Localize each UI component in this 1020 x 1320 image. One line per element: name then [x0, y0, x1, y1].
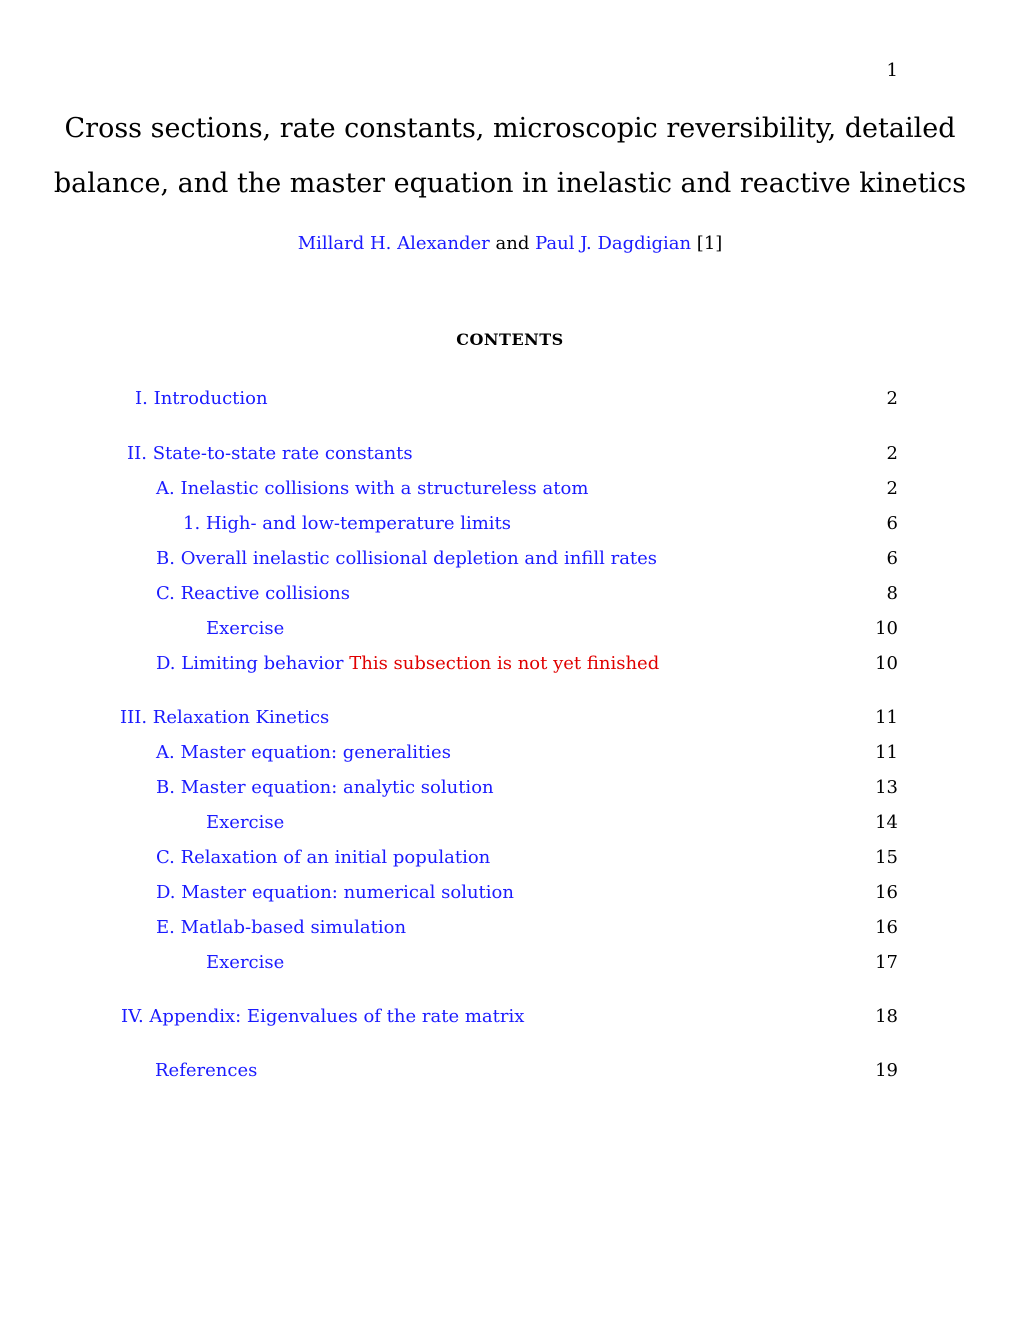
toc-entry-exercise[interactable] — [110, 952, 900, 978]
toc-label: Master equation: analytic solution — [180, 777, 494, 798]
toc-label: Overall inelastic collisional depletion and infill rates — [180, 548, 658, 569]
toc-page-number: 19 — [875, 1060, 898, 1081]
toc-page-number: 13 — [875, 777, 898, 798]
toc-number: C. — [156, 847, 175, 868]
author-link-dagdigian[interactable]: Paul J. Dagdigian — [535, 233, 692, 254]
toc-number: II. — [127, 443, 147, 464]
toc-page-number: 17 — [875, 952, 898, 973]
toc-label: Exercise — [206, 952, 285, 973]
paper-title-line-1: Cross sections, rate constants, microscopic reversibility, detailed — [64, 113, 956, 144]
toc-entry-depletion-infill[interactable] — [110, 548, 900, 574]
toc-page-number: 2 — [886, 478, 898, 499]
toc-entry-temperature-limits[interactable] — [110, 513, 900, 539]
toc-label: Exercise — [206, 618, 285, 639]
toc-label: Master equation: numerical solution — [181, 882, 514, 903]
toc-entry-exercise[interactable] — [110, 618, 900, 644]
toc-label: Master equation: generalities — [180, 742, 451, 763]
toc-number: C. — [156, 583, 175, 604]
toc-page-number: 15 — [875, 847, 898, 868]
toc-page-number: 11 — [875, 707, 898, 728]
author-conjunction: and — [495, 233, 530, 254]
toc-number: B. — [156, 777, 175, 798]
toc-entry-inelastic-collisions[interactable] — [110, 478, 900, 504]
toc-label: Relaxation Kinetics — [152, 707, 330, 728]
author-line — [0, 233, 1020, 254]
toc-label: References — [155, 1060, 258, 1081]
toc-number: I. — [135, 388, 148, 409]
toc-entry-reactive-collisions[interactable] — [110, 583, 900, 609]
contents-heading: CONTENTS — [456, 330, 564, 349]
toc-page-number: 18 — [875, 1006, 898, 1027]
toc-entry-relaxation-kinetics[interactable] — [110, 707, 900, 733]
toc-entry-exercise[interactable] — [110, 812, 900, 838]
toc-label: Inelastic collisions with a structureless atom — [180, 478, 589, 499]
toc-entry-master-analytic[interactable] — [110, 777, 900, 803]
toc-page-number: 10 — [875, 618, 898, 639]
toc-label: Introduction — [153, 388, 268, 409]
paper-title-line-2: balance, and the master equation in inelastic and reactive kinetics — [53, 168, 967, 199]
toc-page-number: 10 — [875, 653, 898, 674]
toc-number: A. — [156, 742, 175, 763]
toc-number: 1. — [183, 513, 201, 534]
toc-page-number: 2 — [886, 388, 898, 409]
page-number: 1 — [886, 60, 898, 81]
toc-number: D. — [156, 653, 176, 674]
toc-entry-appendix[interactable] — [110, 1006, 900, 1032]
toc-entry-state-to-state[interactable] — [110, 443, 900, 469]
toc-number: E. — [156, 917, 175, 938]
toc-entry-introduction[interactable] — [110, 388, 900, 414]
toc-page-number: 16 — [875, 917, 898, 938]
toc-label: Reactive collisions — [180, 583, 350, 604]
author-link-alexander[interactable]: Millard H. Alexander — [297, 233, 490, 254]
toc-entry-relaxation-initial[interactable] — [110, 847, 900, 873]
toc-number: A. — [156, 478, 175, 499]
toc-entry-master-generalities[interactable] — [110, 742, 900, 768]
toc-page-number: 2 — [886, 443, 898, 464]
reference-citation[interactable]: [1] — [696, 233, 723, 254]
toc-label: Exercise — [206, 812, 285, 833]
toc-page-number: 6 — [886, 513, 898, 534]
toc-label: Relaxation of an initial population — [180, 847, 491, 868]
unfinished-note: This subsection is not yet finished — [349, 653, 660, 674]
toc-number: B. — [156, 548, 175, 569]
toc-number: III. — [120, 707, 148, 728]
toc-page-number: 14 — [875, 812, 898, 833]
toc-label: State-to-state rate constants — [152, 443, 413, 464]
toc-number: IV. — [121, 1006, 144, 1027]
toc-label: Appendix: Eigenvalues of the rate matrix — [149, 1006, 525, 1027]
toc-page-number: 8 — [886, 583, 898, 604]
toc-page-number: 11 — [875, 742, 898, 763]
toc-number: D. — [156, 882, 176, 903]
toc-entry-references[interactable] — [110, 1060, 900, 1086]
toc-label: Matlab-based simulation — [180, 917, 407, 938]
toc-page-number: 6 — [886, 548, 898, 569]
toc-label: Limiting behavior — [181, 653, 344, 674]
toc-entry-master-numerical[interactable] — [110, 882, 900, 908]
toc-label: High- and low-temperature limits — [205, 513, 512, 534]
toc-entry-matlab-simulation[interactable] — [110, 917, 900, 943]
toc-entry-limiting-behavior[interactable] — [110, 653, 900, 679]
toc-page-number: 16 — [875, 882, 898, 903]
